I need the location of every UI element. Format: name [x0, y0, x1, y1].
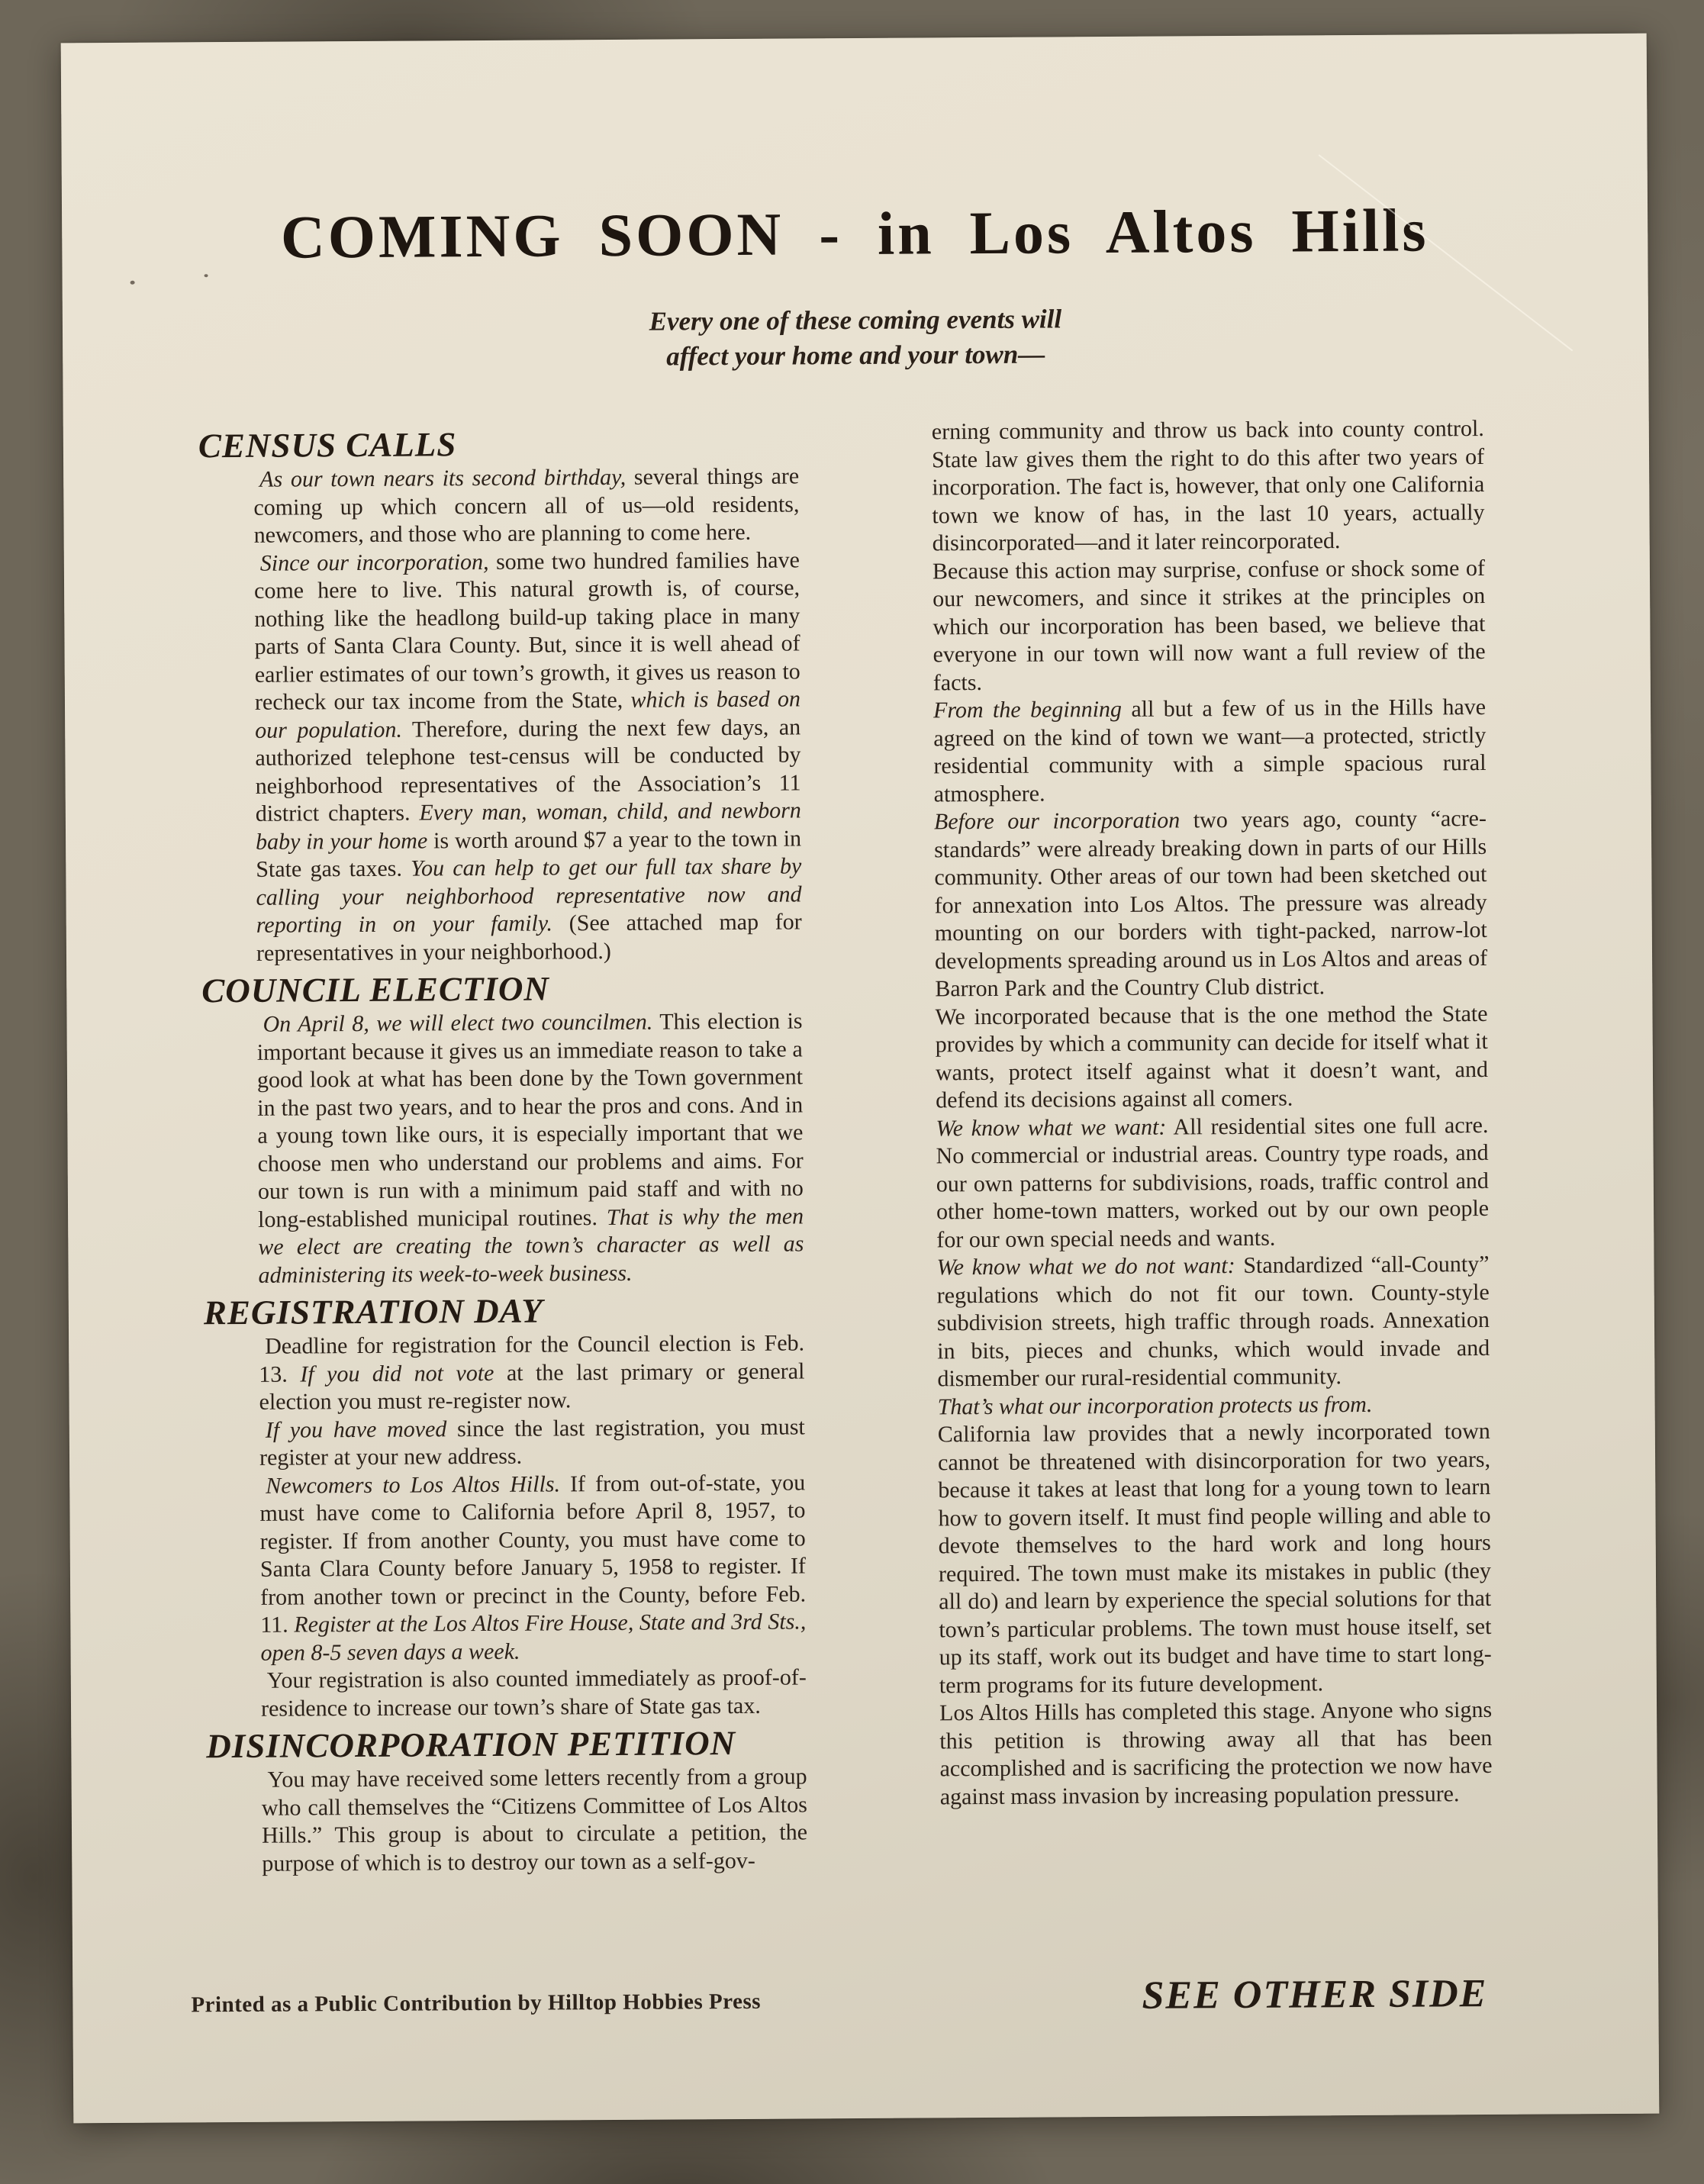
section-heading: CENSUS CALLS [198, 425, 457, 465]
subtitle-line-1: Every one of these coming events will [649, 304, 1062, 337]
paragraph [933, 554, 1486, 697]
see-other-side-note: SEE OTHER SIDE [1142, 1971, 1488, 2018]
italic-run: From the beginning [933, 696, 1123, 723]
text-run: Deadline for registration for the Council election is Feb. 13. [259, 1330, 805, 1387]
paragraph [938, 1390, 1490, 1421]
italic-run: Every man, woman, child, and newborn baby in your home [255, 797, 801, 855]
italic-run: We know what we do not want: [936, 1253, 1235, 1280]
paper-speck [205, 274, 208, 277]
text-run: several things are coming up which concern all of us—old residents, newcomers, and those who are planning to come here. [253, 463, 800, 548]
italic-run: That is why the men we elect are creating the town’s character as well as administering its week-to-week business. [258, 1203, 804, 1288]
italic-run: If you did not vote [300, 1360, 494, 1387]
section-heading: COUNCIL ELECTION [201, 969, 550, 1010]
paragraph [254, 546, 802, 968]
italic-run: Since our incorporation, [259, 549, 489, 576]
italic-run: Before our incorporation [933, 807, 1181, 835]
paragraph [935, 1000, 1488, 1114]
paragraph [256, 1007, 804, 1289]
italic-run: Register at the Los Altos Fire House, State and 3rd Sts., open 8-5 seven days a week. [260, 1609, 807, 1666]
paragraph [261, 1664, 807, 1722]
text-run: California law provides that a newly incorporated town cannot be threatened with disincorporation for two years, because it takes at least that long for a young town to learn how to govern itself. It must find people willing and able to devote themselves to the hard work and long hours required. The town must make its mistakes in public (they all do) and learn by experience the special solutions for that town’s particular problems. The town must house itself, set up its staff, work out its budget and have time to start long-term programs for its future development. [937, 1418, 1492, 1698]
text-run: at the last primary or general election you must re-register now. [259, 1358, 805, 1415]
paragraph [932, 415, 1485, 558]
italic-run: If you have moved [265, 1416, 447, 1443]
italic-run: You can help to get our full tax share by calling your neighborhood representative now and reporting in on your family. [256, 853, 802, 938]
italic-run: which is based on our population. [255, 686, 801, 743]
paper-speck [130, 281, 135, 285]
text-run: Because this action may surprise, confuse or shock some of our newcomers, and since it strikes at the principles on which our incorporation has been based, we believe that everyone in our town will now want a full review of the facts. [932, 555, 1486, 695]
text-run: erning community and throw us back into county control. State law gives them the right to do this after two years of incorporation. The fact is, however, that only one California town we know of has, in the last 10 years, actually disincorporated—and it later reincorporated. [931, 415, 1485, 556]
paragraph [933, 694, 1487, 808]
section-heading: DISINCORPORATION PETITION [206, 1724, 736, 1766]
text-run: is worth around $7 a year to the town in State gas taxes. [256, 825, 802, 882]
italic-run: On April 8, we will elect two councilmen. [263, 1009, 653, 1037]
paragraph [259, 1469, 807, 1667]
italic-run: That’s what our incorporation protects us from. [937, 1391, 1373, 1419]
italic-run: As our town nears its second birthday, [259, 464, 627, 492]
left-column [198, 419, 808, 1878]
right-column [932, 415, 1493, 1873]
paragraph [934, 805, 1488, 1003]
text-run: some two hundred families have come here to live. This natural growth is, of course, nothing like the headlong build-up taking place in many parts of Santa Clara County. But, since it is well ahead of earlier estimates of our town’s growth, it gives us reason to recheck our tax income from the State, [253, 546, 800, 715]
subtitle-line-2: affect your home and your town— [666, 339, 1045, 372]
flyer-paper [61, 34, 1660, 2124]
text-run: Your registration is also counted immediately as proof-of-residence to increase our town’s share of State gas tax. [260, 1664, 807, 1722]
paragraph [259, 1413, 805, 1472]
two-column-layout [63, 414, 1658, 1880]
section-heading: REGISTRATION DAY [203, 1291, 543, 1332]
paragraph [936, 1251, 1490, 1393]
paragraph [253, 462, 800, 549]
paragraph [938, 1418, 1492, 1699]
paragraph [261, 1763, 807, 1877]
paragraph [259, 1329, 805, 1416]
italic-run: We know what we want: [936, 1114, 1167, 1141]
text-run: This election is important because it gives us an immediate reason to take a good look at what has been done by the Town government in the past two years, and to hear the pros and cons. And in a young town like ours, it is especially important that we choose men who understand our problems and aims. For our town is run with a minimum paid staff and with no long-established municipal routines. [256, 1008, 804, 1232]
text-run: You may have received some letters recently from a group who call themselves the “Citizens Committee of Los Altos Hills.” This group is about to circulate a petition, the purpose of which is to destroy our town as a self-gov- [261, 1764, 808, 1876]
subtitle [63, 298, 1649, 378]
text-run: All residential sites one full acre. No commercial or industrial areas. Country type roads, and our own patterns for subdivisions, roads, traffic control and other home-town matters, worked out by our own people for our own special needs and wants. [936, 1112, 1490, 1252]
printer-credit: Printed as a Public Contribution by Hilltop Hobbies Press [191, 1989, 762, 2018]
text-run: all but a few of us in the Hills have agreed on the kind of town we want—a protected, strictly residential community with a simple spacious rural atmosphere. [933, 694, 1487, 807]
text-run: Standardized “all-County” regulations which do not fit our town. County-style subdivision streets, high traffic through roads. Annexation in bits, pieces and chunks, which would invade and dismember our rural-residential community. [936, 1251, 1490, 1392]
page-title: COMING SOON - in Los Altos Hills [280, 197, 1429, 272]
text-run: (See attached map for representatives in your neighborhood.) [256, 909, 802, 966]
text-run: since the last registration, you must register at your new address. [259, 1413, 805, 1470]
paragraph [939, 1696, 1493, 1811]
text-run: We incorporated because that is the one method the State provides by which a community can decide for itself what it wants, protect itself against what it doesn’t want, and defend its decisions against all comers. [935, 1000, 1489, 1113]
text-run: If from out-of-state, you must have come to California before April 8, 1957, to register. If from another County, you must have come to Santa Clara County before January 5, 1958 to register. If from another town or precinct in the County, before Feb. 11. [259, 1469, 807, 1638]
text-run: Therefore, during the next few days, an authorized telephone test-census will be conducted by neighborhood representatives of the Association’s 11 district chapters. [255, 714, 801, 826]
paragraph [936, 1111, 1489, 1254]
italic-run: Newcomers to Los Altos Hills. [266, 1470, 561, 1499]
text-run: Los Altos Hills has completed this stage. Anyone who signs this petition is throwing away all that has been accomplished and is sacrificing the protection we now have against mass invasion by increasing population pressure. [939, 1696, 1493, 1809]
text-run: two years ago, county “acre-standards” were already breaking down in parts of our Hills community. Other areas of our town had been sketched out for annexation into Los Altos. The pressure was already mounting on our borders with tight-packed, narrow-lot developments spreading around us in Los Altos and areas of Barron Park and the Country Club district. [934, 805, 1488, 1002]
